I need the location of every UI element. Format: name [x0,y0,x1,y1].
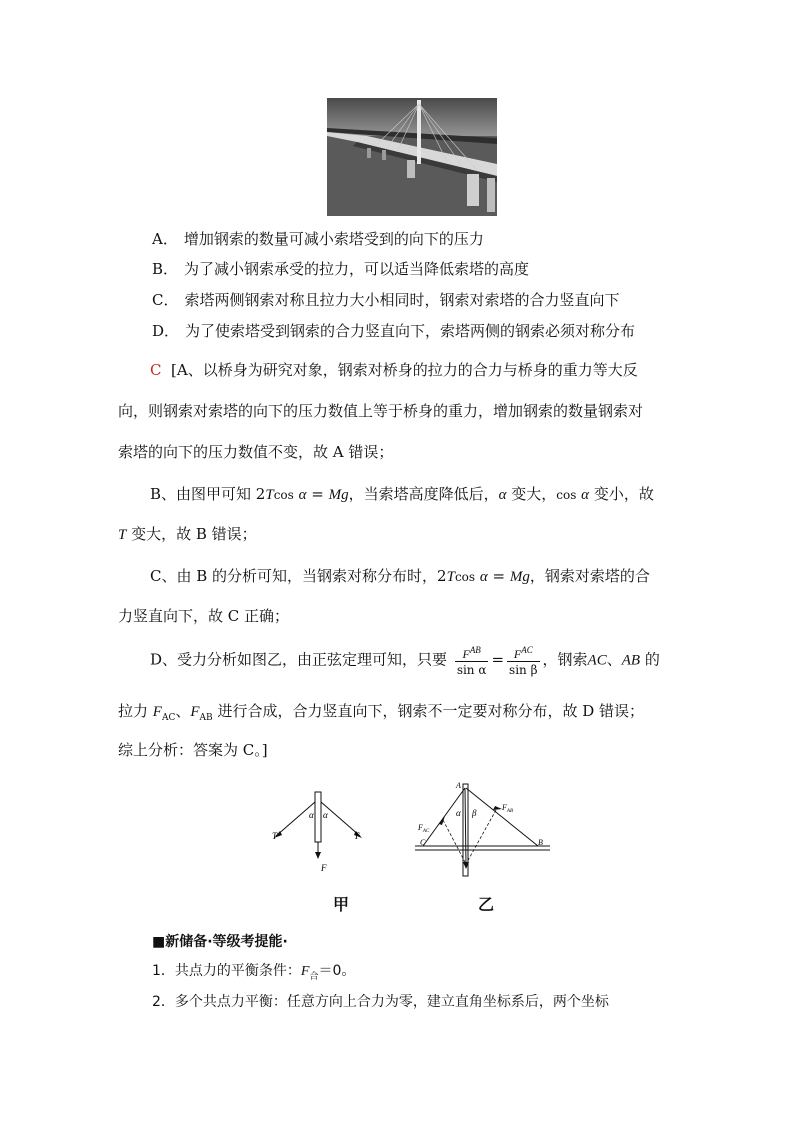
fraction-f-ac [507,643,539,678]
label-f-sub: AB [506,809,513,814]
section-item-2: 2．多个共点力平衡：任意方向上合力为零，建立直角坐标系后，两个坐标 [152,994,609,1010]
answer-line-10 [118,739,678,760]
answer-line-8 [150,643,710,678]
section-heading: ■新储备·等级考提能· [152,934,288,950]
explanation-text: 拉力 [118,702,149,720]
explanation-text: 力竖直向下，故 C 正确； [118,607,290,625]
explanation-text: 综上分析：答案为 C。] [118,741,268,759]
explanation-text: 变小，故 [593,485,654,503]
var-F: F [152,704,162,720]
var-Mg: Mg [328,487,349,503]
diagram-yi [415,781,550,876]
separator: 、 [606,650,622,669]
var-alpha: α [298,487,307,503]
var-F: F [190,704,200,720]
explanation-text: ，钢索 [542,650,588,669]
answer-line-5 [118,523,678,544]
explanation-text: 进行合成，合力竖直向下，钢索不一定要对称分布，故 D 错误； [217,702,645,720]
label-alpha: α [456,808,461,818]
option-text: 增加钢索的数量可减小索塔受到的向下的压力 [183,230,484,248]
option-text: 为了使索塔受到钢索的合力竖直向下，索塔两侧的钢索必须对称分布 [185,322,636,340]
answer-line-3 [118,441,678,462]
option-c [152,290,620,310]
var-alpha: α [479,569,488,585]
frac-sup: AB [469,645,481,655]
label-f-ab [501,803,513,814]
item-text: 1．共点力的平衡条件： [152,963,301,979]
option-key: A． [152,230,178,248]
answer-line-4 [150,483,710,504]
subscript: AB [199,713,213,723]
diagram-jia [272,792,362,873]
section-item-1 [152,960,355,982]
option-key: B． [152,260,179,278]
force-diagrams [260,776,560,916]
bridge-photo [327,98,497,216]
label-f-sub: AC [422,829,430,834]
explanation-text: [A、以桥身为研究对象，钢索对桥身的拉力的合力与桥身的重力等大反 [171,361,638,379]
cos-text: cos [454,570,476,584]
label-f: F [418,823,423,832]
option-b [152,259,529,279]
answer-line-2 [118,400,678,421]
label-alpha-left: α [309,810,314,820]
var-T: T [446,569,455,585]
label-T-left: T [272,831,278,841]
separator: 、 [175,702,191,720]
frac-num: F [462,647,470,661]
frac-den: sin α [456,663,487,677]
cos-text: cos [556,488,577,502]
var-F: F [300,964,310,979]
var-T: T [265,487,274,503]
explanation-text: C、由 B 的分析可知，当钢索对称分布时，2 [150,567,447,585]
answer-letter: C [150,361,162,379]
label-B: B [538,838,543,847]
answer-line-7 [118,605,678,626]
label-alpha-right: α [323,810,328,820]
caption-yi: 乙 [478,895,495,914]
option-a [152,229,484,249]
frac-num: F [513,647,522,661]
explanation-text: 变大， [511,485,557,503]
option-text: 为了减小钢索承受的拉力，可以适当降低索塔的高度 [184,260,530,278]
option-text: 索塔两侧钢索对称且拉力大小相同时，钢索对索塔的合力竖直向下 [184,291,620,309]
label-A: A [456,781,461,790]
equals-sign: = [492,567,506,585]
var-Mg: Mg [509,569,530,585]
caption-jia: 甲 [333,895,350,914]
equals-sign: = [491,650,505,669]
label-T-right: T [354,831,360,841]
var-AC: AC [587,652,607,669]
explanation-text: 变大，故 B 错误； [131,525,257,543]
option-key: C． [152,291,179,309]
explanation-text: 的 [640,650,660,669]
explanation-text: ，钢索对索塔的合 [529,567,650,585]
subscript: AC [161,713,176,723]
subscript: 合 [309,971,319,982]
equals-sign: = [311,485,324,503]
explanation-text: 索塔的向下的压力数值不变，故 A 错误； [118,443,394,461]
fraction-f-ab [455,643,489,678]
explanation-text: 向，则钢索对索塔的向下的压力数值上等于桥身的重力，增加钢索的数量钢索对 [118,402,644,420]
explanation-text: B、由图甲可知 2 [150,485,266,503]
label-C: C [420,838,426,847]
frac-sup: AC [521,645,533,655]
label-beta: β [472,808,477,818]
label-f: F [502,803,507,812]
cos-text: cos [273,488,294,502]
answer-line-1 [150,359,710,380]
frac-den: sin β [509,663,538,677]
var-alpha: α [581,487,590,503]
label-f-ac [417,823,430,834]
item-text: ＝0。 [318,963,356,979]
var-alpha: α [498,487,507,503]
answer-line-6 [150,565,710,586]
label-F: F [321,863,327,873]
option-key: D． [152,322,180,340]
option-d [152,321,635,341]
explanation-text: D、受力分析如图乙，由正弦定理可知，只要 [150,650,448,669]
explanation-text: ，当索塔高度降低后， [348,485,499,503]
answer-line-9 [118,700,678,723]
var-AB: AB [621,652,641,669]
var-T: T [118,527,127,543]
